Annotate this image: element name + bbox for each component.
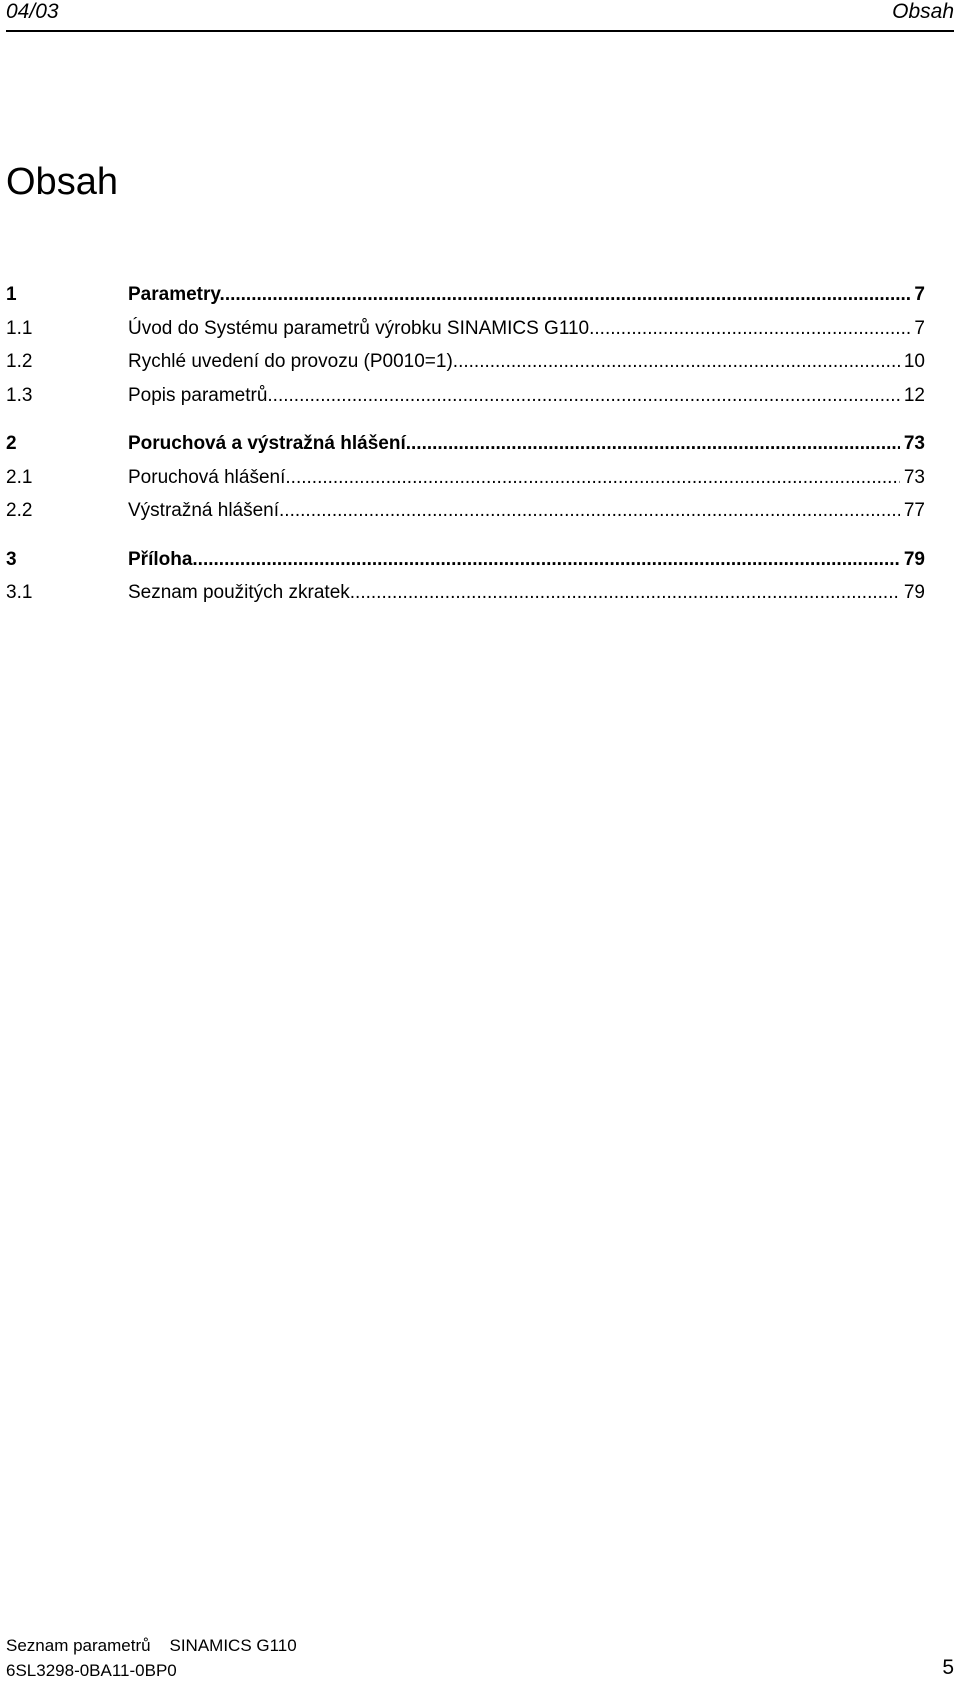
toc-entry-1-3[interactable] [6, 384, 925, 418]
toc-leader-dots [589, 317, 910, 341]
toc-entry-page: 7 [914, 317, 925, 339]
toc-leader-dots [208, 548, 900, 572]
toc-entry-number: 1.2 [6, 351, 33, 372]
footer-line-1 [6, 1636, 297, 1656]
toc-entry-number: 2 [6, 433, 17, 454]
toc-entry-page: 7 [914, 284, 925, 305]
toc-entry-number: 3.1 [6, 582, 33, 603]
toc-entry-title: Seznam použitých zkratek [128, 582, 350, 603]
toc-group-3 [6, 548, 925, 615]
toc-entry-title: Příloha... [128, 548, 209, 570]
toc-entry-1[interactable] [6, 283, 925, 317]
toc-entry-title: Poruchová a výstražná hlášení [128, 433, 406, 454]
toc-entry-number: 1.1 [6, 317, 33, 339]
toc-entry-1-2[interactable] [6, 350, 925, 384]
page-header [6, 0, 954, 32]
toc-leader-dots [406, 432, 900, 456]
toc-entry-2-2[interactable] [6, 499, 925, 533]
toc-leader-dots [285, 466, 899, 490]
toc-leader-dots [279, 499, 900, 523]
toc-leader-dots [267, 384, 899, 408]
table-of-contents [6, 283, 925, 630]
toc-entry-title: Výstražná hlášení [128, 500, 280, 521]
toc-leader-dots [241, 283, 911, 307]
toc-entry-number: 2.2 [6, 500, 33, 521]
toc-entry-page: 10 [903, 351, 925, 372]
toc-entry-2-1[interactable] [6, 466, 925, 500]
toc-entry-number: 1.3 [6, 384, 33, 406]
toc-leader-dots [350, 581, 900, 605]
toc-entry-title: Popis parametrů [128, 384, 268, 406]
toc-entry-3[interactable] [6, 548, 925, 582]
toc-entry-page: 79 [903, 548, 925, 570]
toc-entry-number: 1 [6, 284, 17, 305]
header-section: Obsah [892, 0, 954, 23]
toc-entry-title: Rychlé uvedení do provozu (P0010=1) [128, 351, 453, 372]
toc-entry-page: 73 [903, 433, 925, 454]
footer-doc-title: Seznam parametrů [6, 1636, 151, 1655]
toc-entry-number: 2.1 [6, 466, 33, 488]
header-date: 04/03 [6, 0, 59, 23]
footer-page-number: 5 [942, 1656, 954, 1679]
toc-entry-title: Parametry.... [128, 284, 241, 305]
footer-order-number: 6SL3298-0BA11-0BP0 [6, 1661, 177, 1680]
toc-entry-3-1[interactable] [6, 581, 925, 615]
toc-entry-1-1[interactable] [6, 317, 925, 351]
footer-product: SINAMICS G110 [169, 1636, 297, 1655]
toc-entry-page: 73 [903, 466, 925, 488]
toc-group-2 [6, 432, 925, 533]
toc-entry-page: 79 [903, 582, 925, 603]
toc-entry-title: Poruchová hlášení [128, 466, 286, 488]
toc-entry-page: 77 [903, 500, 925, 521]
page-title: Obsah [6, 161, 118, 203]
toc-leader-dots [453, 350, 900, 374]
toc-group-1 [6, 283, 925, 417]
toc-entry-page: 12 [903, 384, 925, 406]
toc-entry-number: 3 [6, 548, 17, 570]
toc-entry-2[interactable] [6, 432, 925, 466]
toc-entry-title: Úvod do Systému parametrů výrobku SINAMICS G110 [128, 317, 590, 339]
